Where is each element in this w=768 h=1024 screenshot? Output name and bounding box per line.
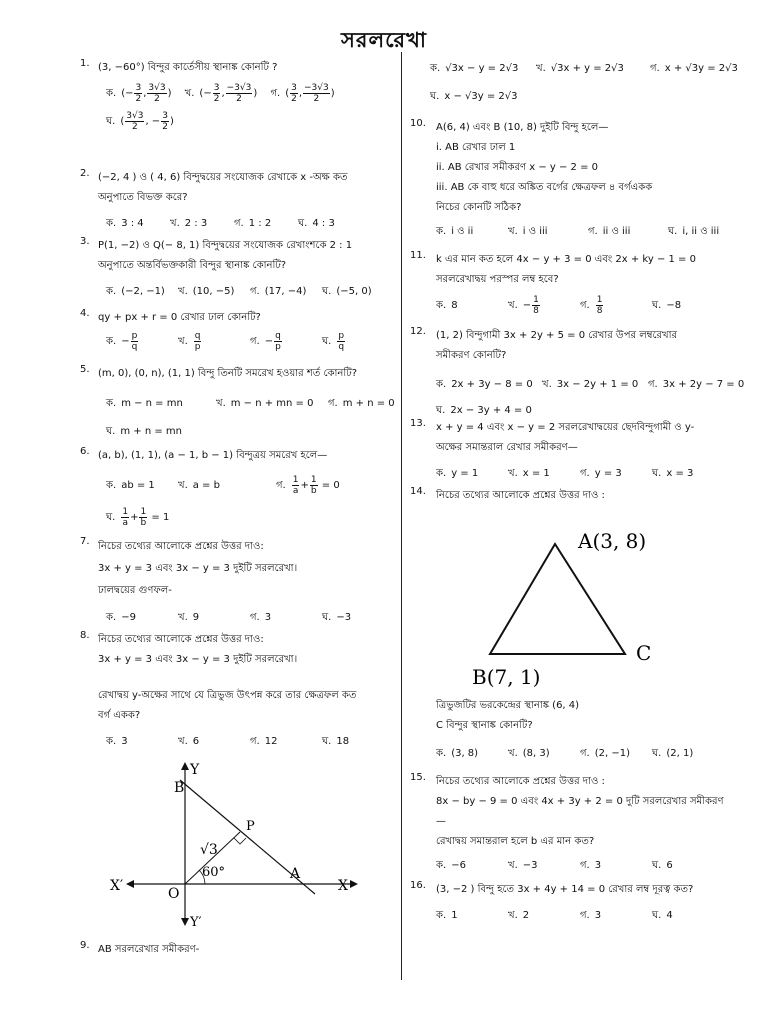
question-number: 9. — [80, 940, 90, 951]
right-angle-mark — [234, 838, 246, 844]
option-ga: গ. m + n = 0 — [328, 398, 395, 409]
label-angle: 60° — [202, 865, 226, 880]
options — [106, 328, 396, 356]
option-kha: খ. m − n + mn = 0 — [216, 398, 314, 409]
question-7 — [80, 536, 396, 630]
question-number: 13. — [410, 418, 426, 429]
option-kha: খ. (− $\frac{3}{2}$ , $\frac{-3√3}{2}$ ) — [184, 82, 258, 104]
column-divider — [401, 52, 402, 980]
question-text: নিচের তথ্যের আলোকে প্রশ্নের উত্তর দাও : — [436, 776, 605, 787]
question-text: সমীকরণ কোনটি? — [436, 350, 507, 361]
question-text: অনুপাতে বিভক্ত করে? — [98, 192, 188, 203]
question-text: (1, 2) বিন্দুগামী 3x + 2y + 5 = 0 রেখার উপর লম্বরেখার — [436, 330, 678, 341]
option-ga: গ. 12 — [250, 736, 278, 747]
option-ka: ক. (3, 8) — [436, 748, 479, 759]
option-kha: খ. − $\frac{1}{8}$ — [508, 294, 539, 316]
question-text: P(1, −2) ও Q(− 8, 1) বিন্দুদ্বয়ের সংযোজক রেখাংশকে 2 : 1 — [98, 240, 353, 251]
option-gha: ঘ. 4 — [652, 910, 673, 921]
option-gha: ঘ. 2x − 3y + 4 = 0 — [436, 405, 532, 416]
question-9 — [80, 940, 396, 960]
option-ka: ক. ab = 1 — [106, 480, 155, 491]
options — [106, 214, 396, 234]
option-kha: খ. √3x + y = 2√3 — [536, 63, 624, 74]
options — [106, 282, 396, 302]
option-gha: ঘ. ( $\frac{3√3}{2}$ , − $\frac{3}{2}$ ) — [106, 110, 174, 132]
label-b: B — [174, 780, 185, 796]
question-text: x + y = 4 এবং x − y = 2 সরলরেখাদ্বয়ের ছেদবিন্দুগামী ও y- — [436, 422, 695, 433]
question-text: নিচের তথ্যের আলোকে প্রশ্নের উত্তর দাও: — [98, 634, 264, 645]
question-4 — [80, 308, 396, 364]
option-gha: ঘ. −3 — [322, 612, 352, 623]
question-text: 3x + y = 3 এবং 3x − y = 3 দুইটি সরলরেখা। — [98, 563, 298, 574]
question-number: 6. — [80, 446, 90, 457]
question-number: 3. — [80, 236, 90, 247]
option-gha: ঘ. i, ii ও iii — [668, 226, 720, 237]
page-title: সরলরেখা — [341, 28, 427, 52]
question-number: 1. — [80, 58, 90, 69]
question-number: 15. — [410, 772, 426, 783]
statement-iii: iii. AB কে বাহু ধরে অঙ্কিত বর্গের ক্ষেত্রফল ৪ বর্গএকক — [436, 182, 653, 193]
label-a: A — [290, 866, 301, 882]
option-ga: গ. y = 3 — [580, 468, 622, 479]
question-8 — [80, 630, 396, 756]
question-number: 2. — [80, 168, 90, 179]
option-gha: ঘ. $\frac{p}{q}$ — [322, 330, 345, 352]
question-13 — [410, 418, 740, 486]
options — [436, 906, 740, 926]
question-text: C বিন্দুর স্থানাঙ্ক কোনটি? — [436, 720, 533, 731]
question-text: নিচের তথ্যের আলোকে প্রশ্নের উত্তর দাও : — [436, 490, 605, 501]
option-gha: ঘ. 4 : 3 — [298, 218, 335, 229]
option-ka: ক. −9 — [106, 612, 136, 623]
option-gha: ঘ. 18 — [322, 736, 350, 747]
question-6 — [80, 446, 396, 536]
label-vertex-c: C — [636, 641, 652, 665]
question-text: অক্ষের সমান্তরাল রেখার সমীকরণ— — [436, 442, 578, 453]
option-ga: গ. 3x + 2y − 7 = 0 — [648, 379, 745, 390]
y-axis-arrow-down — [181, 918, 189, 926]
option-kha: খ. 9 — [178, 612, 200, 623]
question-text: (3, −2 ) বিন্দু হতে 3x + 4y + 14 = 0 রেখার লম্ব দূরত্ব কত? — [436, 884, 694, 895]
question-text: রেখাদ্বয় সমান্তরাল হলে b এর মান কত? — [436, 836, 595, 847]
option-ka: ক. (− $\frac{3}{2}$ , $\frac{3√3}{2}$ ) — [106, 82, 172, 104]
question-5 — [80, 364, 396, 446]
question-text: সরলরেখাদ্বয় পরস্পর লম্ব হবে? — [436, 274, 559, 285]
options — [106, 732, 396, 752]
question-9-options — [430, 58, 740, 108]
triangle-figure — [450, 514, 750, 694]
question-text: (−2, 4 ) ও ( 4, 6) বিন্দুদ্বয়ের সংযোজক রেখাকে x -অক্ষ কত — [98, 172, 348, 183]
question-text: 3x + y = 3 এবং 3x − y = 3 দুইটি সরলরেখা। — [98, 654, 298, 665]
label-p: P — [246, 819, 255, 834]
option-ka: ক. −6 — [436, 860, 466, 871]
x-axis-arrow-left — [126, 880, 134, 888]
option-ga: গ. (17, −4) — [250, 286, 307, 297]
triangle-abc — [490, 544, 625, 654]
question-text: A(6, 4) এবং B (10, 8) দুইটি বিন্দু হলে— — [436, 122, 609, 133]
question-1 — [80, 58, 396, 168]
question-12 — [410, 326, 745, 418]
statement-ii: ii. AB রেখার সমীকরণ x − y − 2 = 0 — [436, 162, 599, 173]
question-number: 14. — [410, 486, 426, 497]
question-11 — [410, 250, 740, 326]
options — [436, 464, 740, 484]
option-ka: ক. (−2, −1) — [106, 286, 165, 297]
option-gha: ঘ. x = 3 — [652, 468, 694, 479]
option-ga: গ. $\frac{1}{a}$ + $\frac{1}{b}$ = 0 — [276, 474, 340, 496]
option-ka: ক. − $\frac{p}{q}$ — [106, 330, 138, 352]
question-number: 4. — [80, 308, 90, 319]
option-ga: গ. − $\frac{q}{p}$ — [250, 330, 281, 352]
option-ga: গ. 3 — [250, 612, 272, 623]
question-text: নিচের তথ্যের আলোকে প্রশ্নের উত্তর দাও: — [98, 541, 264, 552]
label-vertex-a: A(3, 8) — [578, 529, 647, 553]
option-ka: ক. m − n = mn — [106, 398, 183, 409]
option-ka: ক. 1 — [436, 910, 458, 921]
option-gha: ঘ. $\frac{1}{a}$ + $\frac{1}{b}$ = 1 — [106, 506, 170, 528]
option-kha: খ. 6 — [178, 736, 200, 747]
options — [436, 372, 745, 424]
option-gha: ঘ. −8 — [652, 300, 682, 311]
option-kha: খ. (10, −5) — [178, 286, 235, 297]
option-ka: ক. 3 — [106, 736, 128, 747]
question-number: 10. — [410, 118, 426, 129]
question-number: 5. — [80, 364, 90, 375]
options — [106, 608, 396, 628]
option-kha: খ. $\frac{q}{p}$ — [178, 330, 201, 352]
option-kha: খ. 2 : 3 — [170, 218, 208, 229]
option-gha: ঘ. (−5, 0) — [322, 286, 372, 297]
question-text: qy + px + r = 0 রেখার ঢাল কোনটি? — [98, 312, 261, 323]
label-vertex-b: B(7, 1) — [472, 665, 541, 689]
question-2 — [80, 168, 396, 236]
option-ga: গ. $\frac{1}{8}$ — [580, 294, 603, 316]
option-ka: ক. 2x + 3y − 8 = 0 — [436, 379, 533, 390]
option-gha: ঘ. x − √3y = 2√3 — [430, 91, 518, 102]
option-ga: গ. (2, −1) — [580, 748, 630, 759]
question-14 — [410, 486, 740, 506]
question-text: AB সরলরেখার সমীকরণ- — [98, 944, 200, 955]
options — [436, 222, 740, 242]
question-15 — [410, 772, 740, 880]
options — [106, 390, 396, 446]
option-kha: খ. −3 — [508, 860, 538, 871]
question-14-options — [436, 744, 740, 764]
option-kha: খ. (8, 3) — [508, 748, 550, 759]
left-column — [80, 58, 396, 960]
question-text: রেখাদ্বয় y-অক্ষের সাথে যে ত্রিভুজ উৎপন্ন করে তার ক্ষেত্রফল কত — [98, 690, 357, 701]
right-column — [410, 58, 745, 926]
question-16 — [410, 880, 740, 926]
option-ka: ক. 3 : 4 — [106, 218, 144, 229]
option-ga: গ. 3 — [580, 910, 602, 921]
question-text: (3, −60°) বিন্দুর কার্তেসীয় স্থানাঙ্ক কোনটি ? — [98, 62, 278, 73]
question-number: 8. — [80, 630, 90, 641]
question-text: (m, 0), (0, n), (1, 1) বিন্দু তিনটি সমরেখ হওয়ার শর্ত কোনটি? — [98, 368, 357, 379]
option-gha: ঘ. m + n = mn — [106, 426, 182, 437]
axes-figure — [110, 756, 370, 936]
label-x: X — [338, 878, 348, 894]
question-10 — [410, 118, 740, 250]
y-axis-arrow — [181, 762, 189, 770]
option-ga: গ. 1 : 2 — [234, 218, 272, 229]
label-length: √3 — [200, 842, 218, 858]
question-text: নিচের কোনটি সঠিক? — [436, 202, 522, 213]
option-kha: খ. x = 1 — [508, 468, 550, 479]
option-kha: খ. i ও iii — [508, 226, 548, 237]
option-ga: গ. ii ও iii — [588, 226, 631, 237]
question-text: — — [436, 816, 446, 827]
question-text: ঢালদ্বয়ের গুণফল- — [98, 585, 172, 596]
question-text: k এর মান কত হলে 4x − y + 3 = 0 এবং 2x + ky − 1 = 0 — [436, 254, 696, 265]
question-number: 11. — [410, 250, 426, 261]
question-text: ত্রিভুজটির ভরকেন্দ্রের স্থানাঙ্ক (6, 4) — [436, 700, 580, 711]
question-text: (a, b), (1, 1), (a − 1, b − 1) বিন্দুত্রয় সমরেখ হলে— — [98, 450, 328, 461]
option-kha: খ. 2 — [508, 910, 530, 921]
option-gha: ঘ. (2, 1) — [652, 748, 694, 759]
label-y-prime: Y′ — [190, 915, 202, 930]
option-kha: খ. 3x − 2y + 1 = 0 — [542, 379, 639, 390]
statement-i: i. AB রেখার ঢাল 1 — [436, 142, 516, 153]
option-ka: ক. 8 — [436, 300, 458, 311]
options — [436, 856, 740, 876]
label-o: O — [168, 886, 180, 902]
question-text: অনুপাতে অন্তর্বিভক্তকারী বিন্দুর স্থানাঙ্ক কোনটি? — [98, 260, 287, 271]
option-ga: গ. ( $\frac{3}{2}$ , $\frac{-3√3}{2}$ ) — [270, 82, 335, 104]
label-y: Y — [190, 762, 200, 778]
question-number: 16. — [410, 880, 426, 891]
x-axis-arrow — [350, 880, 358, 888]
options — [106, 470, 396, 534]
question-number: 7. — [80, 536, 90, 547]
option-ga: গ. 3 — [580, 860, 602, 871]
question-text: 8x − by − 9 = 0 এবং 4x + 3y + 2 = 0 দুটি সরলরেখার সমীকরণ — [436, 796, 724, 807]
question-text: বর্গ একক? — [98, 710, 141, 721]
question-number: 12. — [410, 326, 426, 337]
option-ka: ক. y = 1 — [436, 468, 479, 479]
option-ka: ক. i ও ii — [436, 226, 474, 237]
option-ka: ক. √3x − y = 2√3 — [430, 63, 519, 74]
option-gha: ঘ. 6 — [652, 860, 673, 871]
question-3 — [80, 236, 396, 308]
options — [106, 80, 396, 136]
option-kha: খ. a = b — [178, 480, 220, 491]
label-x-prime: X′ — [110, 878, 124, 894]
options — [436, 290, 740, 322]
option-ga: গ. x + √3y = 2√3 — [650, 63, 738, 74]
